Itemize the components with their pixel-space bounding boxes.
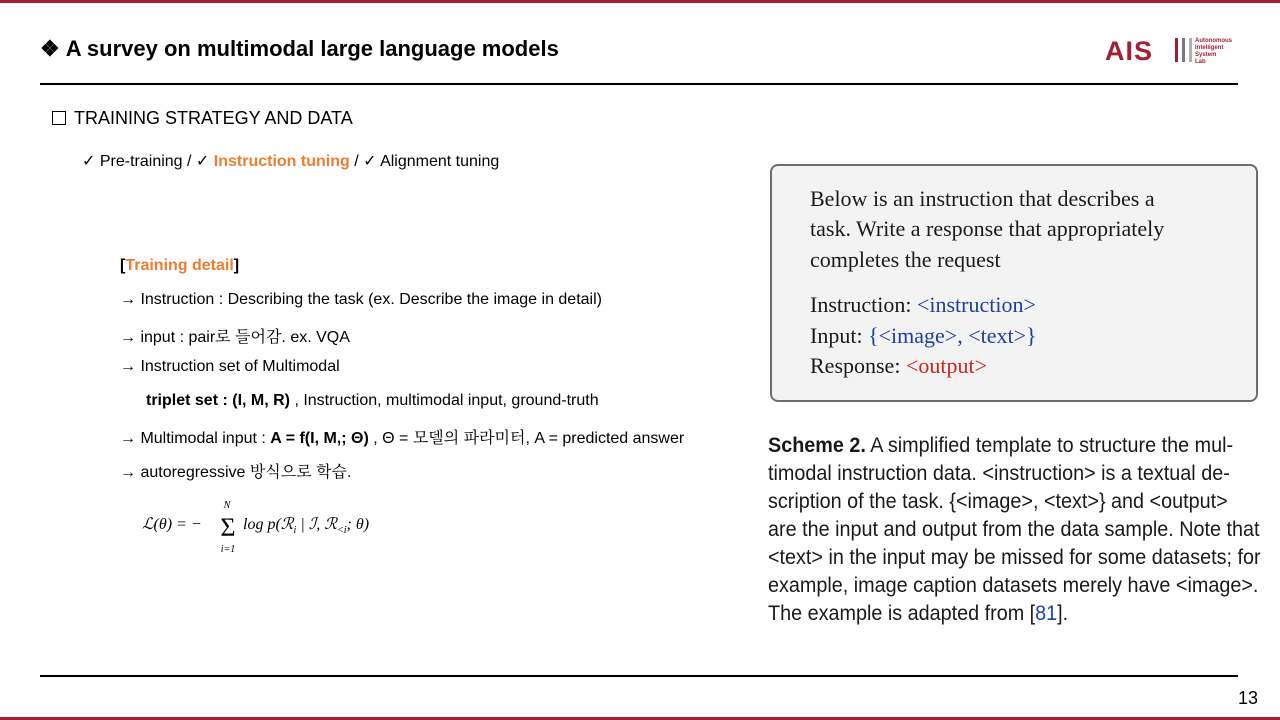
- detail-line-autoregressive: → autoregressive 방식으로 학습.: [120, 464, 352, 481]
- slide-title-text: A survey on multimodal large language models: [65, 36, 559, 61]
- stage-pretraining: Pre-training: [99, 153, 183, 170]
- caption-line-6: example, image caption datasets merely have <image>.: [768, 573, 1259, 597]
- caption-line-2: timodal instruction data. <instruction> is a textual de-: [768, 461, 1230, 485]
- section-heading: [52, 108, 353, 129]
- detail-line-triplet: triplet set : (I, M, R) , Instruction, multimodal input, ground-truth: [146, 392, 599, 409]
- diamond-bullet-icon: ❖: [40, 36, 60, 61]
- detail-line-instruction: → Instruction : Describing the task (ex. Describe the image in detail): [120, 291, 602, 308]
- caption-line-1: Scheme 2. A simplified template to structure the mul-: [768, 433, 1234, 457]
- ais-logo: [1105, 36, 1245, 68]
- template-line-3: completes the request: [810, 247, 1001, 272]
- template-instruction: Instruction: <instruction>: [810, 292, 1036, 317]
- checkbox-bullet-icon: [52, 111, 66, 125]
- page-number: 13: [1237, 688, 1258, 708]
- detail-line-input: → input : pair로 들어감. ex. VQA: [120, 329, 350, 346]
- detail-line-multimodal-input: → Multimodal input : A = f(I, M,; Θ) , Θ = 모델의 파라미터, A = predicted answer: [120, 430, 685, 447]
- template-line-1: Below is an instruction that describes a: [810, 186, 1155, 211]
- stage-instruction-tuning: Instruction tuning: [213, 153, 350, 170]
- slide-title: [40, 36, 559, 62]
- template-line-2: task. Write a response that appropriately: [810, 216, 1165, 241]
- logo-text: AIS: [1105, 36, 1154, 66]
- loss-formula: [140, 496, 400, 556]
- stage-alignment-tuning: Alignment tuning: [380, 153, 500, 170]
- caption-line-7: The example is adapted from [81].: [768, 601, 1069, 625]
- section-heading-text: TRAINING STRATEGY AND DATA: [74, 108, 353, 128]
- citation-link[interactable]: 81: [1035, 601, 1058, 625]
- caption-line-5: <text> in the input may be missed for some datasets; for: [768, 545, 1261, 569]
- footer-divider: [40, 675, 1238, 677]
- formula-sum-top: N: [223, 500, 231, 511]
- template-input: Input: {<image>, <text>}: [810, 323, 1037, 348]
- formula-sum-bottom: i=1: [220, 544, 236, 555]
- formula-lhs: ℒ(θ) = −: [142, 516, 202, 533]
- caption-line-3: scription of the task. {<image>, <text>} and <output>: [768, 489, 1228, 513]
- formula-sum-icon: Σ: [220, 513, 236, 542]
- training-stages: ✓ Pre-training / ✓ Instruction tuning / ✓ Alignment tuning: [82, 153, 500, 170]
- formula-body: log p(ℛ$_i$ | ℐ, ℛ$_{<i}$; θ): [243, 516, 370, 536]
- top-accent-bar: [0, 0, 1280, 3]
- training-detail-heading: [Training detail]: [120, 257, 240, 274]
- caption-line-4: are the input and output from the data sample. Note that: [768, 517, 1260, 541]
- template-response: Response: <output>: [810, 353, 987, 378]
- detail-line-instruction-set: → Instruction set of Multimodal: [120, 358, 340, 375]
- logo-words: Autonomous Intelligent System Lab: [1195, 38, 1232, 65]
- instruction-template-box: [770, 164, 1258, 402]
- caption-label: Scheme 2.: [768, 433, 866, 457]
- header-divider: [40, 83, 1238, 85]
